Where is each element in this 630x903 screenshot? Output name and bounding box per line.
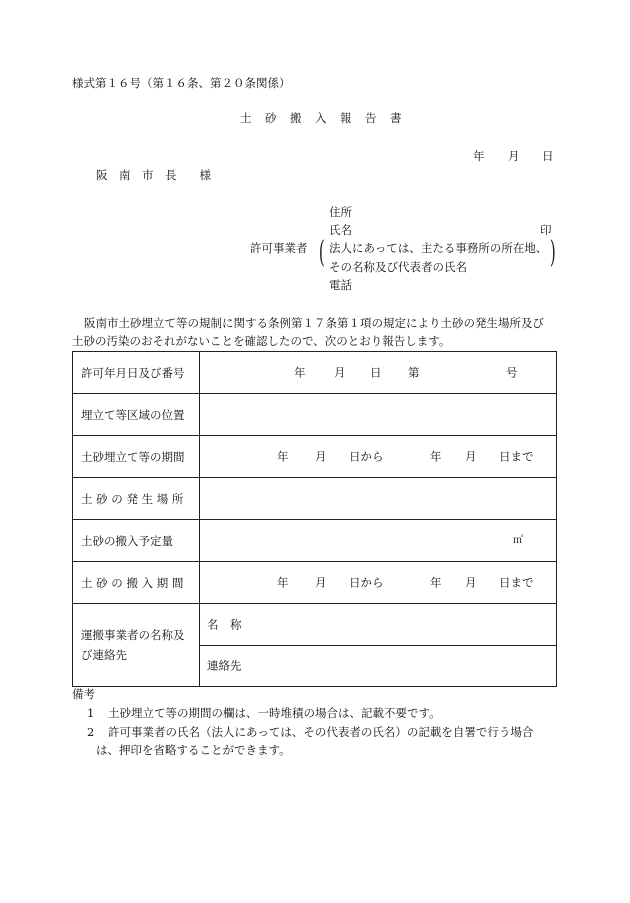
transporter-contact-label: 連絡先 [207,658,242,673]
left-brace: ( [318,235,325,270]
landfill-start-from: 日から [349,448,384,463]
permit-year-label: 年 [294,364,306,379]
table-row [73,394,557,436]
delivery-end-year: 年 [430,574,442,589]
note-1-number: 1 [87,706,95,720]
address-label: 住所 [329,205,352,219]
addressee: 阪 南 市 長 様 [96,168,211,182]
transporter-contact-field[interactable] [200,646,556,686]
delivery-start-year: 年 [277,574,289,589]
table-row [73,436,557,478]
form-number: 様式第１６号（第１６条、第２０条関係） [72,76,291,90]
delivery-end-month: 月 [465,574,477,589]
permit-go-label: 号 [506,364,518,379]
planned-volume-label: 土砂の搬入予定量 [73,520,200,562]
table-row [73,562,557,604]
site-location-field[interactable] [200,394,557,436]
note-2-text-line-2: は、押印を省略することができます。 [96,743,291,757]
landfill-end-month: 月 [465,448,477,463]
landfill-period-field[interactable] [200,436,557,478]
landfill-end-to: 日まで [499,448,534,463]
document-title: 土 砂 搬 入 報 告 書 [240,111,403,125]
soil-origin-field[interactable] [200,478,557,520]
table-row [73,478,557,520]
date-year: 年 [473,149,485,163]
applicant-role-label: 許可事業者 [250,241,308,255]
corp-note-line-1: 法人にあっては、主たる事務所の所在地、 [329,241,548,255]
landfill-start-year: 年 [277,448,289,463]
permit-date-number-field[interactable] [200,352,557,394]
date-month: 月 [508,149,520,163]
right-brace: ) [549,235,556,270]
transporter-label-line-2: び連絡先 [81,648,127,662]
permit-date-number-label: 許可年月日及び番号 [73,352,200,394]
table-row [73,604,557,687]
cubic-meter-unit: ㎥ [513,534,523,546]
landfill-start-month: 月 [315,448,327,463]
seal-mark: 印 [540,223,552,237]
corp-note-line-2: その名称及び代表者の氏名 [329,260,467,274]
landfill-end-year: 年 [430,448,442,463]
transporter-field [200,604,557,687]
landfill-period-label: 土砂埋立て等の期間 [73,436,200,478]
body-text-line-2: 土砂の汚染のおそれがないことを確認したので、次のとおり報告します。 [72,334,451,348]
body-text-line-1: 阪南市土砂埋立て等の規制に関する条例第１７条第１項の規定により土砂の発生場所及び [84,316,544,330]
permit-day-label: 日 [370,364,382,379]
permit-month-label: 月 [334,364,346,379]
transporter-name-field[interactable] [200,604,556,646]
site-location-label: 埋立て等区域の位置 [73,394,200,436]
table-row [73,352,557,394]
soil-origin-label: 土 砂 の 発 生 場 所 [73,478,200,520]
permit-dai-label: 第 [408,364,420,379]
planned-volume-field[interactable] [200,520,557,562]
note-2-text-line-1: 許可事業者の氏名（法人にあっては、その代表者の氏名）の記載を自署で行う場合 [108,725,534,739]
delivery-start-month: 月 [315,574,327,589]
note-2-number: 2 [87,725,95,739]
delivery-end-to: 日まで [499,574,534,589]
notes-heading: 備考 [72,687,95,701]
note-1-text: 土砂埋立て等の期間の欄は、一時堆積の場合は、記載不要です。 [108,706,441,720]
transporter-name-label: 名 称 [207,616,242,631]
phone-label: 電話 [329,278,352,292]
name-label: 氏名 [329,223,352,237]
delivery-period-label: 土 砂 の 搬 入 期 間 [73,562,200,604]
delivery-start-from: 日から [349,574,384,589]
report-table [72,351,557,687]
table-row [73,520,557,562]
transporter-label-line-1: 運搬事業者の名称及 [81,628,185,642]
delivery-period-field[interactable] [200,562,557,604]
transporter-label [73,604,200,687]
date-day: 日 [542,149,554,163]
